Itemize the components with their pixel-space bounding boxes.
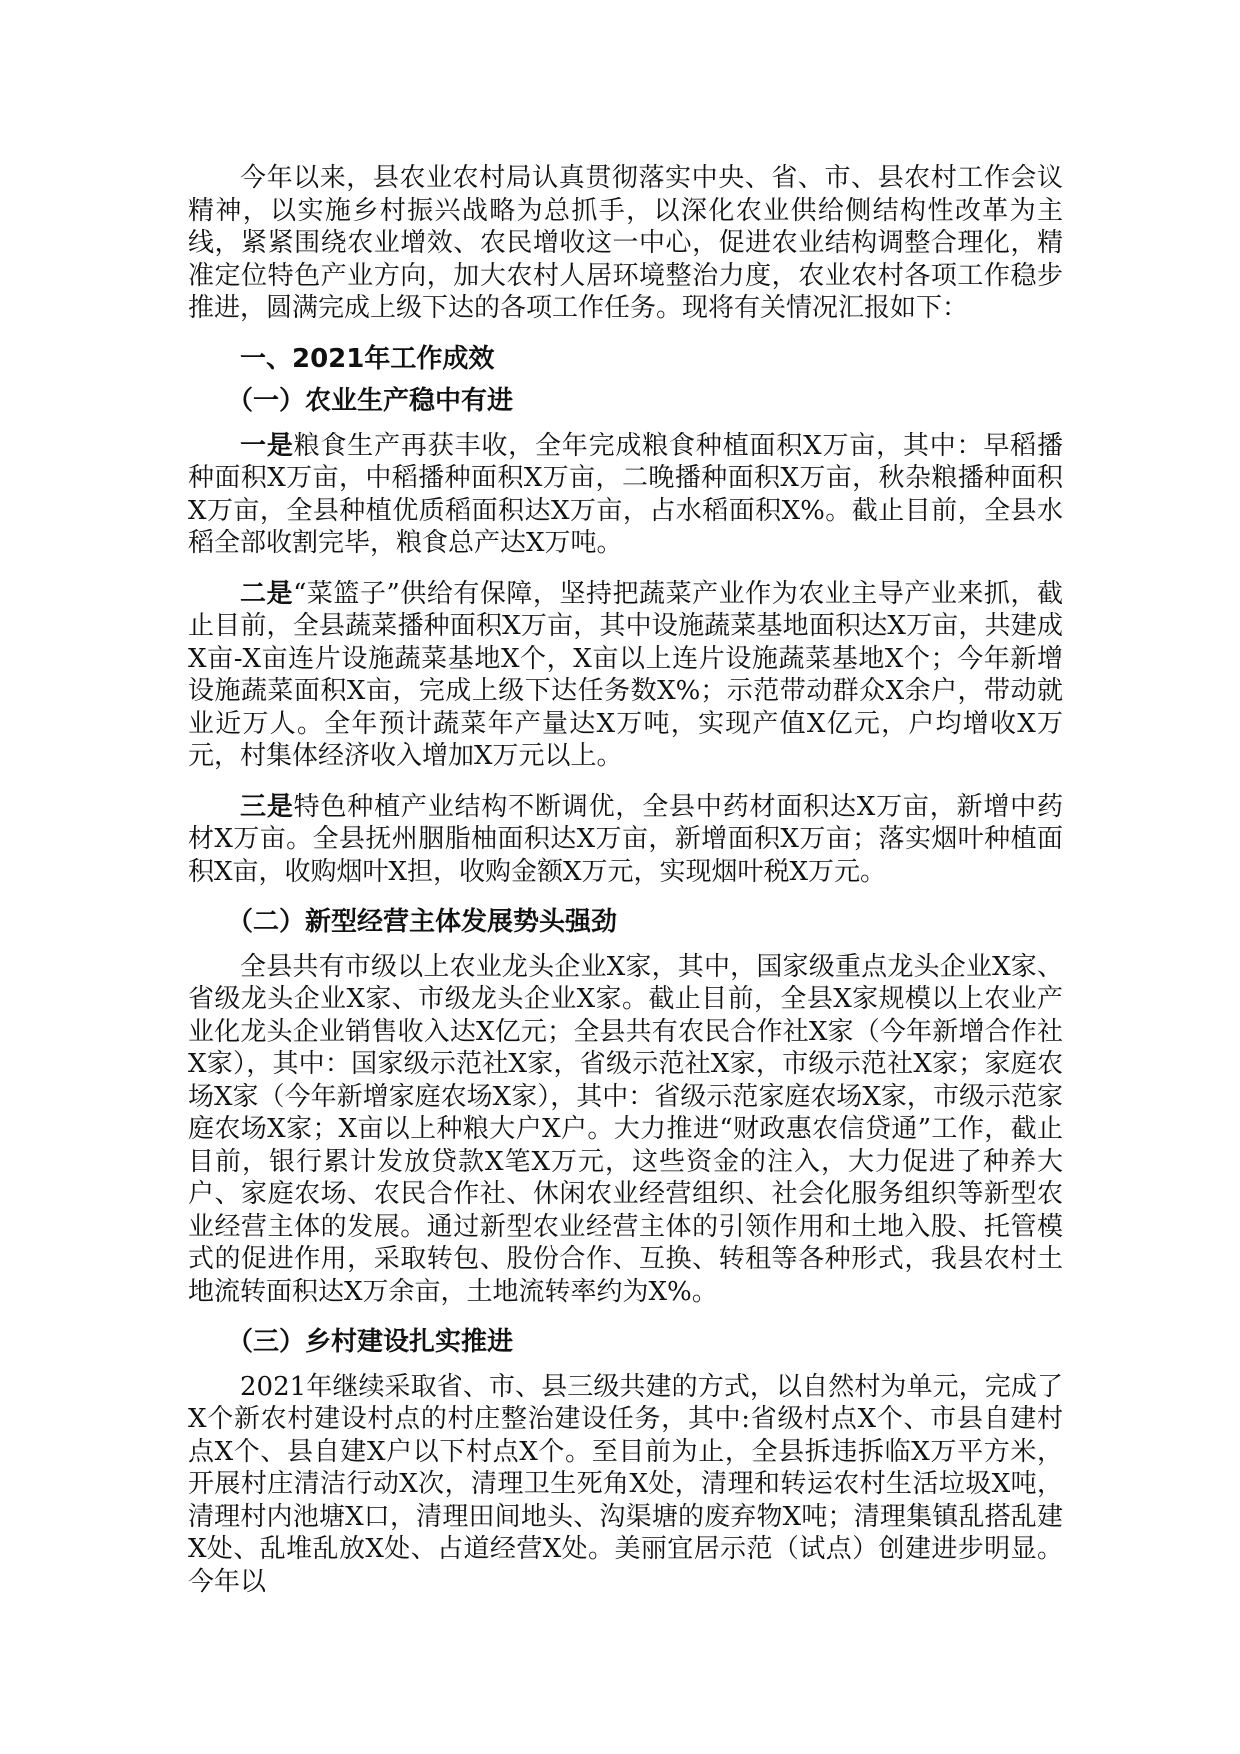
section-heading: 一、2021年工作成效 <box>240 343 495 374</box>
paragraph-text: “菜篮子”供给有保障，坚持把蔬菜产业作为农业主导产业来抓，截止目前，全县蔬菜播种面积X万亩，其中设施蔬菜基地面积达X万亩，共建成X亩-X亩连片设施蔬菜基地X个，X亩以上连片设施蔬菜基地X个；今年新增设施蔬菜面积X亩，完成上级下达任务数X%；示范带动群众X余户，带动就业近万人。全年预计蔬菜年产量达X万吨，实现产值X亿元，户均增收X万元，村集体经济收入增加X万元以上。 <box>188 578 1063 771</box>
paragraph-lead: 三是 <box>240 791 294 822</box>
paragraph <box>188 791 1063 889</box>
paragraph-lead: 二是 <box>240 578 294 609</box>
paragraph-text: 特色种植产业结构不断调优，全县中药材面积达X万亩，新增中药材X万亩。全县抚州胭脂柚面积达X万亩，新增面积X万亩；落实烟叶种植面积X亩，收购烟叶X担，收购金额X万元，实现烟叶税X万元。 <box>188 791 1063 887</box>
paragraph-text: 粮食生产再获丰收，全年完成粮食种植面积X万亩，其中：早稻播种面积X万亩，中稻播种面积X万亩，二晚播种面积X万亩，秋杂粮播种面积X万亩，全县种植优质稻面积达X万亩，占水稻面积X%。截止目前，全县水稻全部收割完毕，粮食总产达X万吨。 <box>188 430 1063 558</box>
subsection-heading: （二）新型经营主体发展势头强劲 <box>227 907 618 937</box>
document-page <box>188 162 1063 1616</box>
subsection-heading: （三）乡村建设扎实推进 <box>227 1327 514 1357</box>
intro-paragraph: 今年以来，县农业农村局认真贯彻落实中央、省、市、县农村工作会议精神，以实施乡村振兴战略为总抓手，以深化农业供给侧结构性改革为主线，紧紧围绕农业增效、农民增收这一中心，促进农业结构调整合理化，精准定位特色产业方向，加大农村人居环境整治力度，农业农村各项工作稳步推进，圆满完成上级下达的各项工作任务。现将有关情况汇报如下： <box>188 163 1063 323</box>
paragraph-lead: 一是 <box>240 430 294 461</box>
paragraph <box>188 430 1063 560</box>
paragraph: 2021年继续采取省、市、县三级共建的方式，以自然村为单元，完成了X个新农村建设村点的村庄整治建设任务，其中:省级村点X个、市县自建村点X个、县自建X户以下村点X个。至目前为止，全县拆违拆临X万平方米，开展村庄清洁行动X次，清理卫生死角X处，清理和转运农村生活垃圾X吨，清理村内池塘X口，清理田间地头、沟渠塘的废弃物X吨；清理集镇乱搭乱建X处、乱堆乱放X处、占道经营X处。美丽宜居示范（试点）创建进步明显。今年以 <box>188 1371 1063 1597</box>
subsection-heading: （一）农业生产稳中有进 <box>227 386 514 416</box>
paragraph <box>188 578 1063 773</box>
paragraph: 全县共有市级以上农业龙头企业X家，其中，国家级重点龙头企业X家、省级龙头企业X家、市级龙头企业X家。截止目前，全县X家规模以上农业产业化龙头企业销售收入达X亿元；全县共有农民合作社X家（今年新增合作社X家），其中：国家级示范社X家，省级示范社X家，市级示范社X家；家庭农场X家（今年新增家庭农场X家），其中：省级示范家庭农场X家，市级示范家庭农场X家；X亩以上种粮大户X户。大力推进“财政惠农信贷通”工作，截止目前，银行累计发放贷款X笔X万元，这些资金的注入，大力促进了种养大户、家庭农场、农民合作社、休闲农业经营组织、社会化服务组织等新型农业经营主体的发展。通过新型农业经营主体的引领作用和土地入股、托管模式的促进作用，采取转包、股份合作、互换、转租等各种形式，我县农村土地流转面积达X万余亩，土地流转率约为X%。 <box>188 951 1063 1307</box>
